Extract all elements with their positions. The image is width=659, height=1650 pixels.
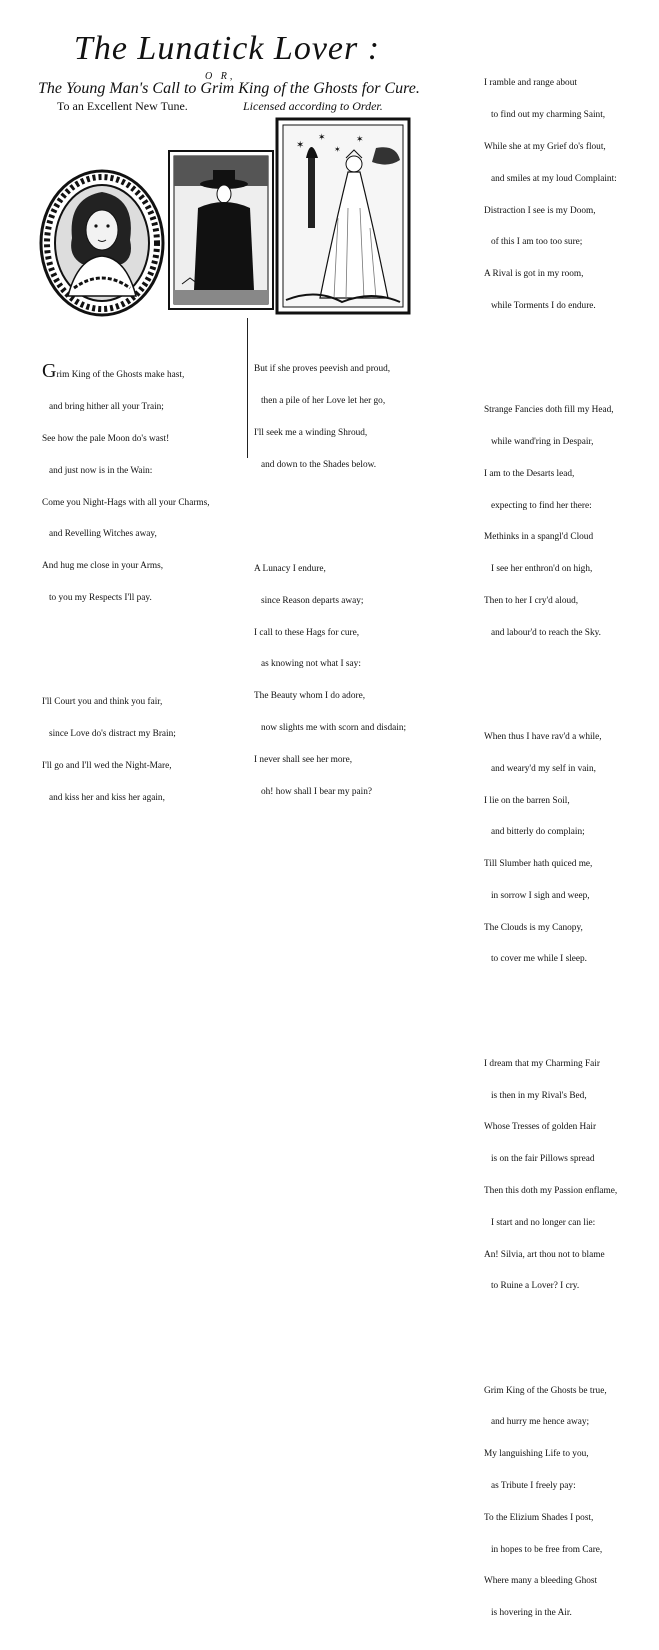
verse-line: I am to the Desarts lead, [484,468,575,479]
verse-line: But if she proves peevish and proud, [254,364,391,375]
verse-line: I ramble and range about [484,78,577,89]
verse-line: I call to these Hags for cure, [254,627,360,638]
verse-line: and smiles at my loud Complaint: [484,173,617,184]
verse-line: and kiss her and kiss her again, [42,792,165,803]
left-verse-column [42,322,210,835]
verse-line: An! Silvia, art thou not to blame [484,1249,605,1260]
stanza [484,711,617,986]
verse-line: My languishing Life to you, [484,1449,589,1460]
verse-line: To the Elizium Shades I post, [484,1512,594,1523]
verse-line: When thus I have rav'd a while, [484,732,602,742]
verse-line: I'll seek me a winding Shroud, [254,427,368,438]
verse-line: of this I am too too sure; [484,237,583,248]
verse-line: and just now is in the Wain: [42,465,153,476]
stanza [254,343,406,491]
verse-line: to cover me while I sleep. [484,954,588,965]
tune-line: To an Excellent New Tune. [57,99,188,113]
ghost-lady-woodcut [276,118,410,314]
svg-text:✶: ✶ [318,132,326,142]
stanza [484,1038,617,1313]
ballad-subtitle: The Young Man's Call to Grim King of the Ghosts for Cure. [38,80,420,97]
verse-line: Grim King of the Ghosts make hast, [42,360,185,383]
verse-line: Then this doth my Passion enflame, [484,1185,618,1196]
stanza [484,1364,617,1639]
verse-line: While she at my Grief do's flout, [484,141,606,152]
verse-line: I never shall see her more, [254,754,353,765]
verse-line: I start and no longer can lie: [484,1217,596,1228]
verse-line: Distraction I see is my Doom, [484,205,596,216]
verse-line: Where many a bleeding Ghost [484,1576,598,1587]
verse-line: while Torments I do endure. [484,300,596,311]
verse-line: I'll go and I'll wed the Night-Mare, [42,760,172,771]
svg-text:✶: ✶ [356,134,364,144]
verse-line: and bring hither all your Train; [42,402,164,413]
verse-line: to find out my charming Saint, [484,110,606,121]
stanza [42,676,210,824]
verse-line: A Rival is got in my room, [484,269,584,280]
verse-line: then a pile of her Love let her go, [254,396,386,407]
verse-line: in hopes to be free from Care, [484,1544,603,1555]
verse-line: And hug me close in your Arms, [42,561,164,572]
verse-line: and weary'd my self in vain, [484,763,596,774]
verse-line: I lie on the barren Soil, [484,795,570,806]
verse-line: and down to the Shades below. [254,459,377,470]
verse-line: since Love do's distract my Brain; [42,728,176,739]
verse-line: Strange Fancies doth fill my Head, [484,405,614,416]
verse-line: now slights me with scorn and disdain; [254,722,407,733]
verse-line: I dream that my Charming Fair [484,1058,600,1069]
verse-line: while wand'ring in Despair, [484,436,594,447]
ballad-title: The Lunatick Lover : [73,30,381,67]
svg-text:✶: ✶ [296,140,305,151]
verse-line: Come you Night-Hags with all your Charms, [42,497,210,508]
stanza [484,57,617,332]
verse-line: oh! how shall I bear my pain? [254,786,372,797]
verse-line: to Ruine a Lover? I cry. [484,1281,580,1292]
right-verse-column [484,36,617,1650]
verse-line: A Lunacy I endure, [254,564,326,575]
verse-line: is then in my Rival's Bed, [484,1090,587,1101]
or-connector: O R, [205,71,236,82]
stanza [484,384,617,659]
drop-cap: G [42,360,57,383]
middle-verse-column [254,322,406,829]
verse-line: in sorrow I sigh and weep, [484,890,590,901]
verse-line: See how the pale Moon do's wast! [42,433,170,444]
verse-line: to you my Respects I'll pay. [42,592,152,603]
woman-portrait-woodcut [38,168,166,318]
cloaked-man-woodcut [168,150,274,310]
stanza [254,543,406,818]
verse-line: Grim King of the Ghosts be true, [484,1385,607,1396]
licensed-line: Licensed according to Order. [243,99,383,113]
column-divider [247,318,248,458]
verse-line: and labour'd to reach the Sky. [484,627,601,638]
verse-line: and Revelling Witches away, [42,529,157,540]
svg-text:✶: ✶ [334,145,341,154]
verse-line: and hurry me hence away; [484,1417,590,1428]
verse-line: Then to her I cry'd aloud, [484,595,579,606]
stanza [42,343,210,624]
verse-line: as knowing not what I say: [254,659,361,670]
verse-line: The Clouds is my Canopy, [484,922,583,933]
verse-line: I'll Court you and think you fair, [42,697,163,708]
verse-line: I see her enthron'd on high, [484,564,593,575]
verse-line: since Reason departs away; [254,595,364,606]
verse-line: The Beauty whom I do adore, [254,691,366,702]
verse-line: Till Slumber hath quiced me, [484,859,593,870]
verse-line: expecting to find her there: [484,500,592,511]
verse-line: Whose Tresses of golden Hair [484,1122,597,1133]
verse-line: is on the fair Pillows spread [484,1154,595,1165]
verse-line: is hovering in the Air. [484,1608,572,1619]
verse-line: as Tribute I freely pay: [484,1480,576,1491]
verse-line: and bitterly do complain; [484,827,585,838]
verse-line: Methinks in a spangl'd Cloud [484,532,594,543]
